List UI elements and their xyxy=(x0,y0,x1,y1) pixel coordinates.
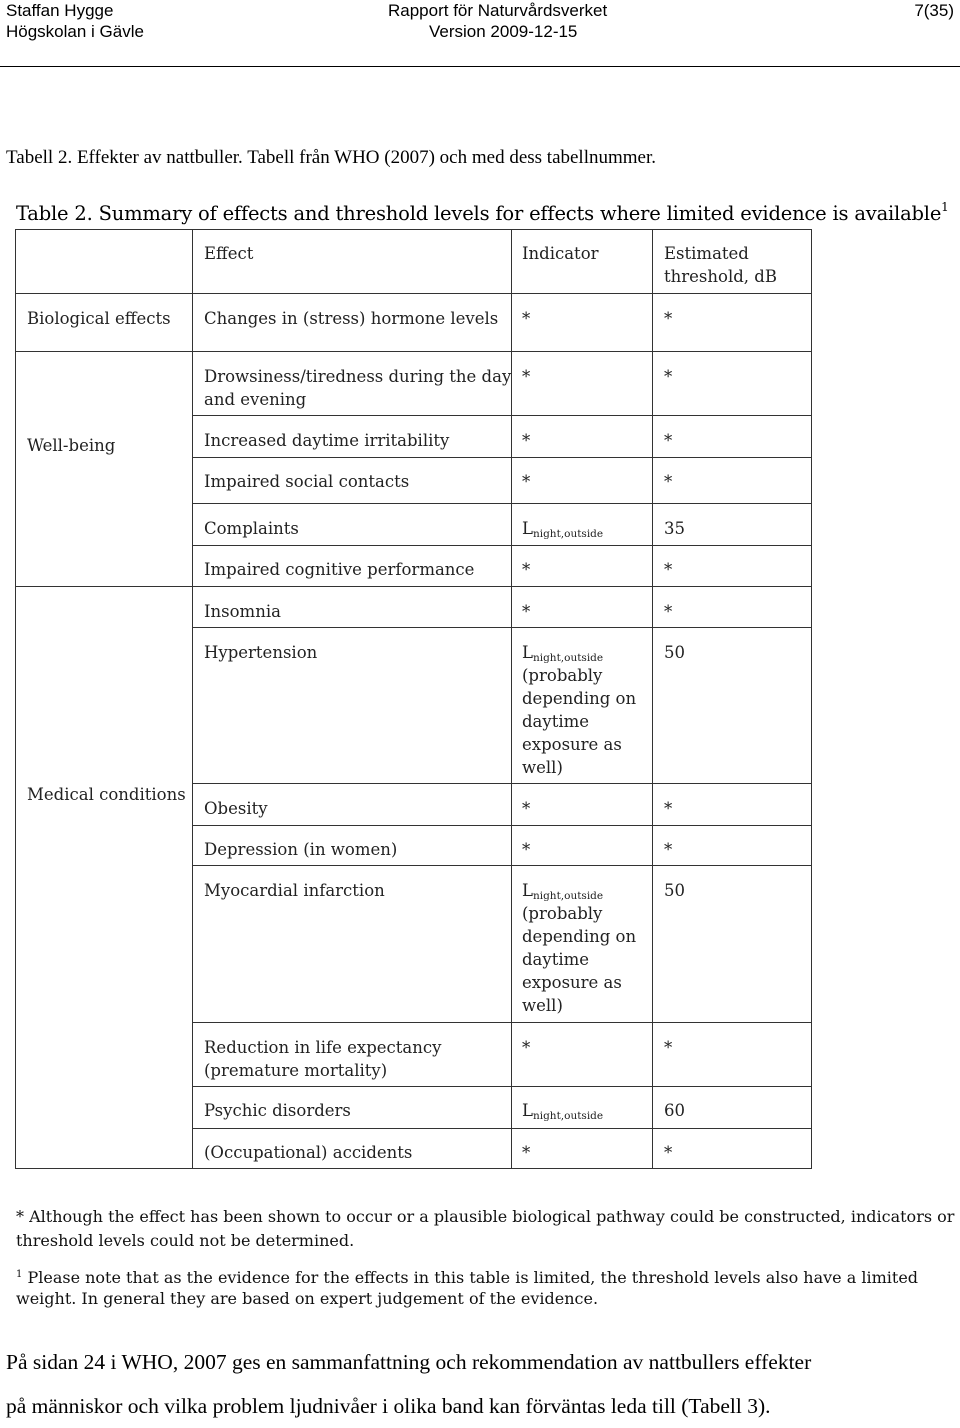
effect-social-contacts: Impaired social contacts xyxy=(204,472,410,491)
indicator-note-line2: depending on xyxy=(522,689,637,708)
threshold-occupational-accidents: * xyxy=(664,1143,673,1162)
indicator-note-line1: (probably xyxy=(522,666,603,685)
indicator-life-expectancy: * xyxy=(522,1038,531,1057)
effect-depression: Depression (in women) xyxy=(204,840,398,859)
threshold-psychic-disorders: 60 xyxy=(664,1101,685,1120)
threshold-myocardial-infarction: 50 xyxy=(664,881,685,900)
footnote-star-line1: * Although the effect has been shown to occur or a plausible biological pathway could be constructed, indicators or xyxy=(16,1207,955,1226)
header-report-title: Rapport för Naturvårdsverket xyxy=(388,1,608,20)
indicator-note-line3: daytime xyxy=(522,712,590,731)
threshold-social-contacts: * xyxy=(664,472,673,491)
header-threshold-line2: threshold, dB xyxy=(664,267,777,286)
header-indicator: Indicator xyxy=(522,244,599,263)
indicator-subscript: night,outside xyxy=(532,890,604,902)
indicator-main: L xyxy=(522,881,533,900)
indicator-subscript: night,outside xyxy=(532,528,604,540)
footnote-one-mark: 1 xyxy=(16,1269,23,1280)
table-rule-row xyxy=(192,457,812,458)
indicator-subscript: night,outside xyxy=(532,652,604,664)
indicator-psychic-disorders xyxy=(522,1099,603,1128)
indicator-note-line2: depending on xyxy=(522,927,637,946)
indicator-note-line5: well) xyxy=(522,996,563,1015)
threshold-drowsiness: * xyxy=(664,367,673,386)
threshold-hypertension: 50 xyxy=(664,643,685,662)
category-well-being: Well-being xyxy=(27,436,116,455)
table-border-bottom xyxy=(15,1168,812,1169)
footnote-star-line2: threshold levels could not be determined. xyxy=(16,1231,355,1250)
indicator-note-line4: exposure as xyxy=(522,735,622,754)
table-rule-row xyxy=(192,545,812,546)
body-paragraph-line2: på människor och vilka problem ljudnivåer i olika band kan förväntas leda till (Tabell 3). xyxy=(6,1394,771,1418)
table-title-text: Table 2. Summary of effects and threshold levels for effects where limited evidence is available xyxy=(16,202,942,225)
effect-life-expectancy-line2: (premature mortality) xyxy=(204,1061,388,1080)
table-rule-row xyxy=(192,503,812,504)
indicator-note-line1: (probably xyxy=(522,904,603,923)
indicator-cognitive-performance: * xyxy=(522,560,531,579)
indicator-insomnia: * xyxy=(522,602,531,621)
effect-insomnia: Insomnia xyxy=(204,602,281,621)
indicator-note-line4: exposure as xyxy=(522,973,622,992)
indicator-drowsiness: * xyxy=(522,367,531,386)
indicator-note-line5: well) xyxy=(522,758,563,777)
table-caption: Tabell 2. Effekter av nattbuller. Tabell från WHO (2007) och med dess tabellnummer. xyxy=(6,147,657,168)
table-rule-row xyxy=(192,825,812,826)
effect-drowsiness-line1: Drowsiness/tiredness during the day xyxy=(204,367,512,386)
header-threshold-line1: Estimated xyxy=(664,244,749,263)
indicator-complaints xyxy=(522,517,603,546)
indicator-main: L xyxy=(522,643,533,662)
table-rule-row xyxy=(192,627,812,628)
table-rule-header xyxy=(15,293,812,294)
table-divider-indicator xyxy=(652,229,653,1169)
indicator-obesity: * xyxy=(522,799,531,818)
effect-hypertension: Hypertension xyxy=(204,643,318,662)
table-border-right xyxy=(811,229,812,1169)
category-biological-effects: Biological effects xyxy=(27,309,171,328)
indicator-subscript: night,outside xyxy=(532,1110,604,1122)
table-border-top xyxy=(15,229,812,230)
header-version: Version 2009-12-15 xyxy=(429,22,578,41)
table-rule-wellbeing xyxy=(15,586,812,587)
threshold-complaints: 35 xyxy=(664,519,685,538)
effect-psychic-disorders: Psychic disorders xyxy=(204,1101,351,1120)
indicator-depression: * xyxy=(522,840,531,859)
footnote-one-line1 xyxy=(16,1263,918,1290)
effect-hormone-levels: Changes in (stress) hormone levels xyxy=(204,309,499,328)
body-paragraph-line1: På sidan 24 i WHO, 2007 ges en sammanfattning och rekommendation av nattbullers effekter xyxy=(6,1350,812,1374)
table-border-left xyxy=(15,229,16,1169)
indicator-irritability: * xyxy=(522,431,531,450)
header-author: Staffan Hygge xyxy=(6,1,114,20)
category-medical-conditions: Medical conditions xyxy=(27,785,186,804)
threshold-life-expectancy: * xyxy=(664,1038,673,1057)
indicator-hormone-levels: * xyxy=(522,309,531,328)
indicator-main: L xyxy=(522,1101,533,1120)
table-rule-row xyxy=(192,415,812,416)
indicator-social-contacts: * xyxy=(522,472,531,491)
table-title xyxy=(16,200,949,225)
table-rule-biological xyxy=(15,351,812,352)
effect-drowsiness-line2: and evening xyxy=(204,390,307,409)
header-page-number: 7(35) xyxy=(914,1,954,20)
effect-irritability: Increased daytime irritability xyxy=(204,431,450,450)
table-rule-row xyxy=(192,783,812,784)
footnote-one-line2: weight. In general they are based on expert judgement of the evidence. xyxy=(16,1289,599,1308)
indicator-note-line3: daytime xyxy=(522,950,590,969)
threshold-obesity: * xyxy=(664,799,673,818)
header-effect: Effect xyxy=(204,244,254,263)
threshold-insomnia: * xyxy=(664,602,673,621)
effect-life-expectancy-line1: Reduction in life expectancy xyxy=(204,1038,442,1057)
effect-myocardial-infarction: Myocardial infarction xyxy=(204,881,385,900)
threshold-irritability: * xyxy=(664,431,673,450)
table-title-footnote-mark: 1 xyxy=(941,200,949,214)
threshold-depression: * xyxy=(664,840,673,859)
table-divider-effect xyxy=(511,229,512,1169)
table-rule-row xyxy=(192,1022,812,1023)
table-rule-row xyxy=(192,1128,812,1129)
table-rule-row xyxy=(192,1086,812,1087)
effect-cognitive-performance: Impaired cognitive performance xyxy=(204,560,475,579)
header-institution: Högskolan i Gävle xyxy=(6,22,144,41)
page-header xyxy=(0,0,960,68)
table-rule-row xyxy=(192,865,812,866)
indicator-main: L xyxy=(522,519,533,538)
table-divider-category xyxy=(192,229,193,1169)
threshold-cognitive-performance: * xyxy=(664,560,673,579)
header-rule xyxy=(0,66,960,67)
footnote-one-text: Please note that as the evidence for the effects in this table is limited, the threshold levels also have a limited xyxy=(22,1268,919,1287)
indicator-occupational-accidents: * xyxy=(522,1143,531,1162)
threshold-hormone-levels: * xyxy=(664,309,673,328)
effect-occupational-accidents: (Occupational) accidents xyxy=(204,1143,413,1162)
effect-complaints: Complaints xyxy=(204,519,299,538)
effect-obesity: Obesity xyxy=(204,799,268,818)
